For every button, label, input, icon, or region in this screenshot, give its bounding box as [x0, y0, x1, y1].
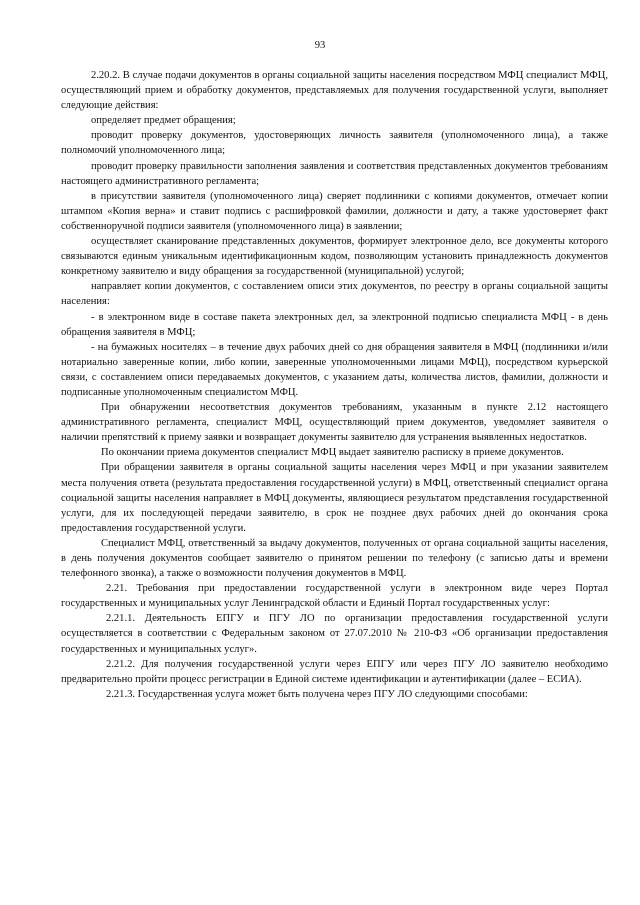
paragraph-action-send-copies: направляет копии документов, с составлением описи этих документов, по реестру в органы социальной защиты населения:: [61, 281, 608, 308]
paragraph-receipt: По окончании приема документов специалист МФЦ выдает заявителю расписку в приеме документов.: [101, 447, 564, 459]
paragraph-notification: Специалист МФЦ, ответственный за выдачу документов, полученных от органа социальной защиты населения, в день получения документов сообщает заявителю о принятом решении по телефону (с записью даты и времени телефонного звонка), а также о возможности получения документов в МФЦ.: [61, 537, 608, 580]
paragraph-2-21-2: 2.21.2. Для получения государственной услуги через ЕПГУ или через ПГУ ЛО заявителю необходимо предварительно пройти процесс регистрации в Единой системе идентификации и аутентификации (далее – ЕСИА).: [61, 658, 608, 685]
paragraph-action-copy-verify: в присутствии заявителя (уполномоченного лица) сверяет подлинники с копиями документов, отмечает копии штампом «Копия верна» и ставит подпись с расшифровкой фамилии, должности и дату, а также удостоверяет факт собственноручной подписи заявителя (уполномоченного лица) в заявлении;: [61, 190, 608, 232]
paragraph-action-form-check: проводит проверку правильности заполнения заявления и соответствия представленных документов требованиям настоящего административного регламента;: [61, 160, 608, 187]
list-item-electronic: - в электронном виде в составе пакета электронных дел, за электронной подписью специалиста МФЦ - в день обращения заявителя в МФЦ;: [61, 311, 608, 338]
paragraph-2-21-3: 2.21.3. Государственная услуга может быть получена через ПГУ ЛО следующими способами:: [106, 688, 528, 700]
document-body: [61, 68, 608, 702]
page-number: 93: [314, 40, 326, 51]
paragraph-2-20-2: 2.20.2. В случае подачи документов в органы социальной защиты населения посредством МФЦ специалист МФЦ, осуществляющий прием и обработку документов, представляемых для получения государственной услуги, выполняет следующие действия:: [61, 70, 608, 112]
paragraph-action-scanning: осуществляет сканирование представленных документов, формирует электронное дело, все документы которого связываются единым уникальным идентификационным кодом, позволяющим установить принадлежность документов конкретному заявителю и виду обращения за государственной (муниципальной) услугой;: [61, 236, 608, 278]
paragraph-action-identity-check: проводит проверку документов, удостоверяющих личность заявителя (уполномоченного лица), а также полномочий уполномоченного лица;: [61, 130, 608, 157]
paragraph-action-subject: определяет предмет обращения;: [91, 115, 236, 127]
list-item-paper: - на бумажных носителях – в течение двух рабочих дней со дня обращения заявителя в МФЦ (подлинники и/или нотариально заверенные копии, либо копии, заверенные уполномоченными лицами МФЦ), посредством курьерской связи, с составлением описи передаваемых документов, с указанием даты, количества листов, фамилии, должности и подписанные уполномоченным специалистом МФЦ.: [61, 341, 608, 398]
paragraph-result-delivery: При обращении заявителя в органы социальной защиты населения через МФЦ и при указании заявителем места получения ответа (результата предоставления государственной услуги) в МФЦ, ответственный специалист органа социальной защиты населения направляет в МФЦ документы, являющиеся результатом представления государственной услуги, для их последующей передачи заявителю, в срок не позднее двух рабочих дней до окончания срока предоставления государственной услуги.: [61, 462, 608, 534]
paragraph-2-21: 2.21. Требования при предоставлении государственной услуги в электронном виде через Портал государственных и муниципальных услуг Ленинградской области и Единый Портал государственных услуг:: [61, 583, 608, 610]
paragraph-mismatch: При обнаружении несоответствия документов требованиям, указанным в пункте 2.12 настоящего административного регламента, специалист МФЦ, осуществляющий прием документов, уведомляет заявителя о наличии препятствий к приему заявки и возвращает документы заявителю для устранения выявленных недостатков.: [61, 402, 608, 444]
paragraph-2-21-1: 2.21.1. Деятельность ЕПГУ и ПГУ ЛО по организации предоставления государственной услуги осуществляется в соответствии с Федеральным законом от 27.07.2010 № 210-ФЗ «Об организации предоставления государственных и муниципальных услуг».: [61, 613, 608, 655]
